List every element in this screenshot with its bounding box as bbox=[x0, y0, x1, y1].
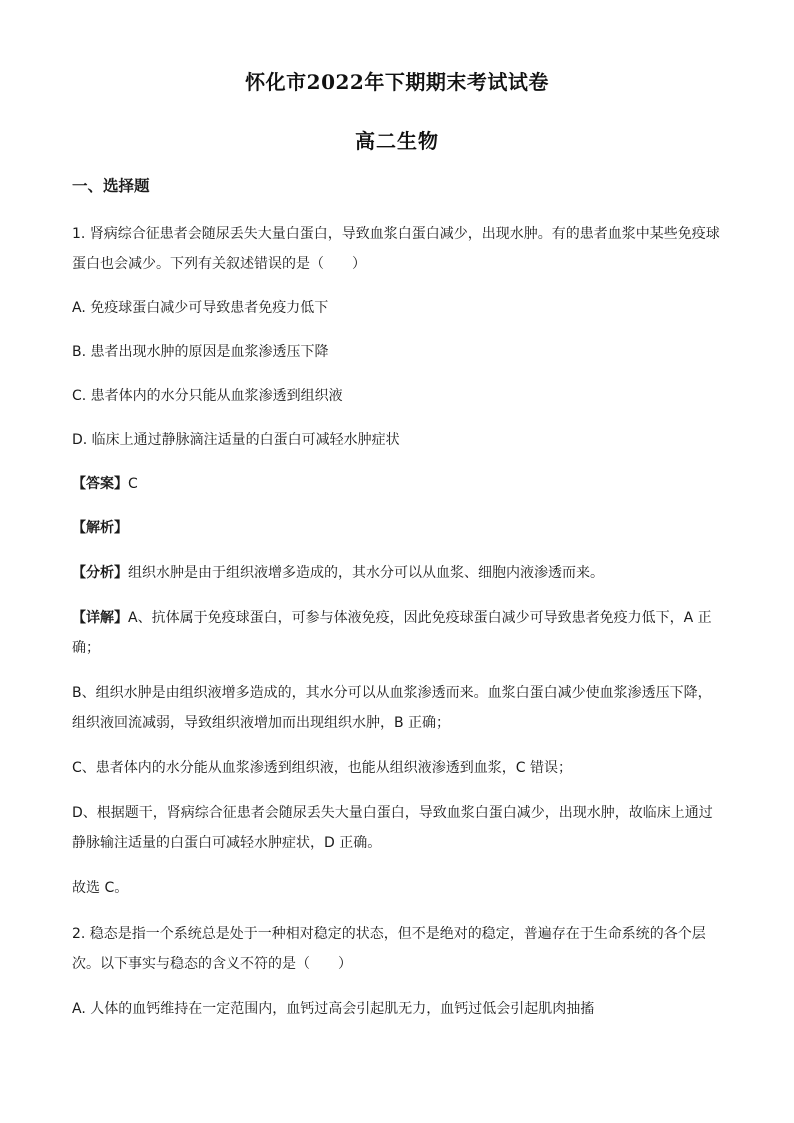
analysis-tag: 【解析】 bbox=[72, 520, 128, 536]
section-heading: 一、选择题 bbox=[72, 177, 150, 195]
q1-fenxi bbox=[72, 563, 722, 583]
q2-option-a: A. 人体的血钙维持在一定范围内，血钙过高会引起肌无力，血钙过低会引起肌肉抽搐 bbox=[72, 1001, 595, 1017]
q1-option-b: B. 患者出现水肿的原因是血浆渗透压下降 bbox=[72, 344, 329, 360]
q1-answer bbox=[72, 474, 722, 494]
q1-detail-b-line2: 组织液回流减弱，导致组织液增加而出现组织水肿，B 正确； bbox=[72, 715, 451, 731]
detail-tag: 【详解】 bbox=[72, 610, 128, 626]
q1-detail-c: C、患者体内的水分能从血浆渗透到组织液，也能从组织液渗透到血浆，C 错误； bbox=[72, 760, 572, 776]
q1-detail-a-line1 bbox=[72, 608, 722, 628]
q1-stem-line1: 1. 肾病综合征患者会随尿丢失大量白蛋白，导致血浆白蛋白减少，出现水肿。有的患者血浆中某些免疫球 bbox=[72, 226, 720, 242]
q2-stem-line2: 次。以下事实与稳态的含义不符的是（ ） bbox=[72, 956, 352, 972]
q1-analysis-tag bbox=[72, 518, 722, 538]
q1-detail-b-line1: B、组织水肿是由组织液增多造成的，其水分可以从血浆渗透而来。血浆白蛋白减少使血浆渗透压下降， bbox=[72, 685, 712, 701]
q1-option-c: C. 患者体内的水分只能从血浆渗透到组织液 bbox=[72, 388, 343, 404]
exam-subject: 高二生物 bbox=[355, 129, 439, 153]
q1-detail-d-line2: 静脉输注适量的白蛋白可减轻水肿症状，D 正确。 bbox=[72, 835, 382, 851]
q1-detail-a-line2: 确； bbox=[72, 640, 100, 656]
detail-a-text: A、抗体属于免疫球蛋白，可参与体液免疫，因此免疫球蛋白减少可导致患者免疫力低下，A 正 bbox=[128, 610, 712, 626]
q1-stem-line2: 蛋白也会减少。下列有关叙述错误的是（ ） bbox=[72, 256, 366, 272]
answer-value: C bbox=[128, 476, 138, 492]
fenxi-text: 组织水肿是由于组织液增多造成的，其水分可以从血浆、细胞内液渗透而来。 bbox=[128, 565, 604, 581]
fenxi-tag: 【分析】 bbox=[72, 565, 128, 581]
q1-option-d: D. 临床上通过静脉滴注适量的白蛋白可减轻水肿症状 bbox=[72, 432, 400, 448]
q1-conclusion: 故选 C。 bbox=[72, 880, 129, 896]
q2-stem-line1: 2. 稳态是指一个系统总是处于一种相对稳定的状态，但不是绝对的稳定，普遍存在于生命系统的各个层 bbox=[72, 926, 706, 942]
q1-option-a: A. 免疫球蛋白减少可导致患者免疫力低下 bbox=[72, 300, 329, 316]
q1-detail-d-line1: D、根据题干，肾病综合征患者会随尿丢失大量白蛋白，导致血浆白蛋白减少，出现水肿，故临床上通过 bbox=[72, 805, 713, 821]
exam-title: 怀化市2022年下期期末考试试卷 bbox=[245, 70, 549, 94]
answer-tag: 【答案】 bbox=[72, 476, 128, 492]
